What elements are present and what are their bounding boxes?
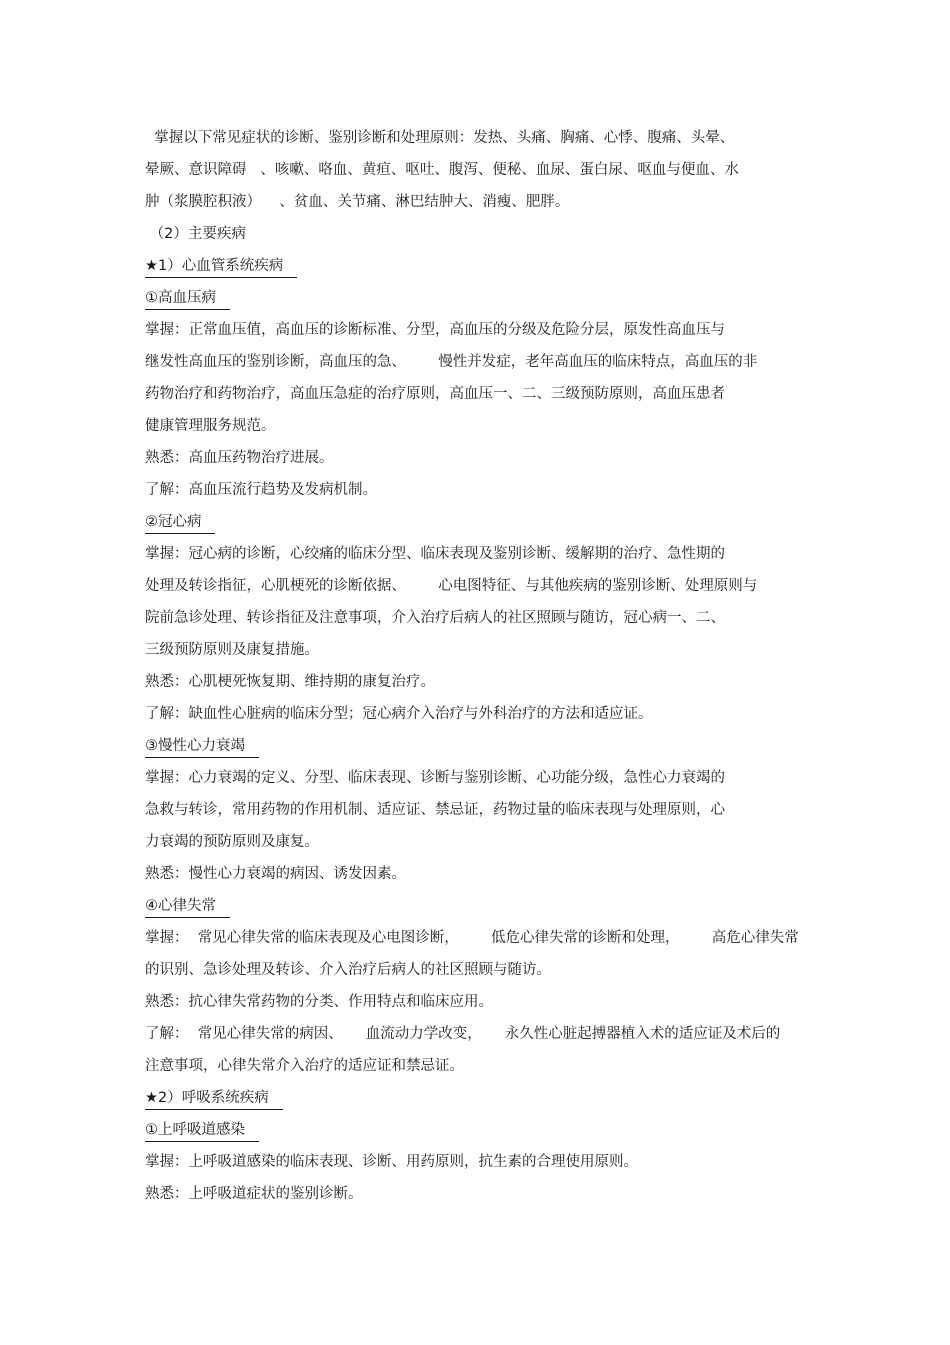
text-line: 熟悉：心肌梗死恢复期、维持期的康复治疗。 (145, 674, 435, 690)
text-line: 掌握：正常血压值，高血压的诊断标准、分型，高血压的分级及危险分层，原发性高血压与 (145, 322, 725, 338)
text-line: 力衰竭的预防原则及康复。 (145, 834, 319, 850)
text-line: 熟悉：抗心律失常药物的分类、作用特点和临床应用。 (145, 994, 493, 1010)
text-line: 掌握： 常见心律失常的临床表现及心电图诊断， 低危心律失常的诊断和处理， 高危心律失常 (145, 930, 799, 946)
disease-heading: ②冠心病 (145, 512, 215, 534)
disease-heading: ①上呼吸道感染 (145, 1120, 259, 1142)
text-line: 了解：高血压流行趋势及发病机制。 (145, 482, 377, 498)
subsection-heading: ★2）呼吸系统疾病 (145, 1088, 283, 1110)
text-line: 晕厥、意识障碍 、咳嗽、咯血、黄疸、呕吐、腹泻、便秘、血尿、蛋白尿、呕血与便血、水 (145, 162, 739, 178)
text-line: 继发性高血压的鉴别诊断，高血压的急、 慢性并发症，老年高血压的临床特点，高血压的非 (145, 354, 758, 370)
text-line: 熟悉：慢性心力衰竭的病因、诱发因素。 (145, 866, 406, 882)
text-line: 药物治疗和药物治疗，高血压急症的治疗原则，高血压一、二、三级预防原则，高血压患者 (145, 386, 725, 402)
text-line: 掌握：心力衰竭的定义、分型、临床表现、诊断与鉴别诊断、心功能分级，急性心力衰竭的 (145, 770, 725, 786)
text-line: 注意事项，心律失常介入治疗的适应证和禁忌证。 (145, 1058, 464, 1074)
subsection-heading: ★1）心血管系统疾病 (145, 256, 297, 278)
text-line: 了解：缺血性心脏病的临床分型；冠心病介入治疗与外科治疗的方法和适应证。 (145, 706, 653, 722)
disease-heading: ④心律失常 (145, 896, 230, 918)
text-line: 掌握：冠心病的诊断，心绞痛的临床分型、临床表现及鉴别诊断、缓解期的治疗、急性期的 (145, 546, 725, 562)
text-line: 院前急诊处理、转诊指征及注意事项，介入治疗后病人的社区照顾与随访，冠心病一、二、 (145, 610, 725, 626)
text-line: 肿（浆膜腔积液） 、贫血、关节痛、淋巴结肿大、消瘦、肥胖。 (145, 194, 570, 210)
text-line: 掌握：上呼吸道感染的临床表现、诊断、用药原则，抗生素的合理使用原则。 (145, 1154, 638, 1170)
text-line: 的识别、急诊处理及转诊、介入治疗后病人的社区照顾与随访。 (145, 962, 551, 978)
text-line: 掌握以下常见症状的诊断、鉴别诊断和处理原则：发热、头痛、胸痛、心悸、腹痛、头晕、 (145, 130, 735, 146)
text-line: 了解： 常见心律失常的病因、 血流动力学改变， 永久性心脏起搏器植入术的适应证及术后的 (145, 1026, 781, 1042)
text-line: 熟悉：上呼吸道症状的鉴别诊断。 (145, 1186, 363, 1202)
text-line: 急救与转诊，常用药物的作用机制、适应证、禁忌证，药物过量的临床表现与处理原则，心 (145, 802, 725, 818)
text-line: 熟悉：高血压药物治疗进展。 (145, 450, 334, 466)
text-line: 健康管理服务规范。 (145, 418, 276, 434)
text-line: 处理及转诊指征，心肌梗死的诊断依据、 心电图特征、与其他疾病的鉴别诊断、处理原则与 (145, 578, 758, 594)
disease-heading: ①高血压病 (145, 288, 230, 310)
disease-heading: ③慢性心力衰竭 (145, 736, 259, 758)
text-line: 三级预防原则及康复措施。 (145, 642, 319, 658)
section-heading: （2）主要疾病 (145, 226, 246, 242)
